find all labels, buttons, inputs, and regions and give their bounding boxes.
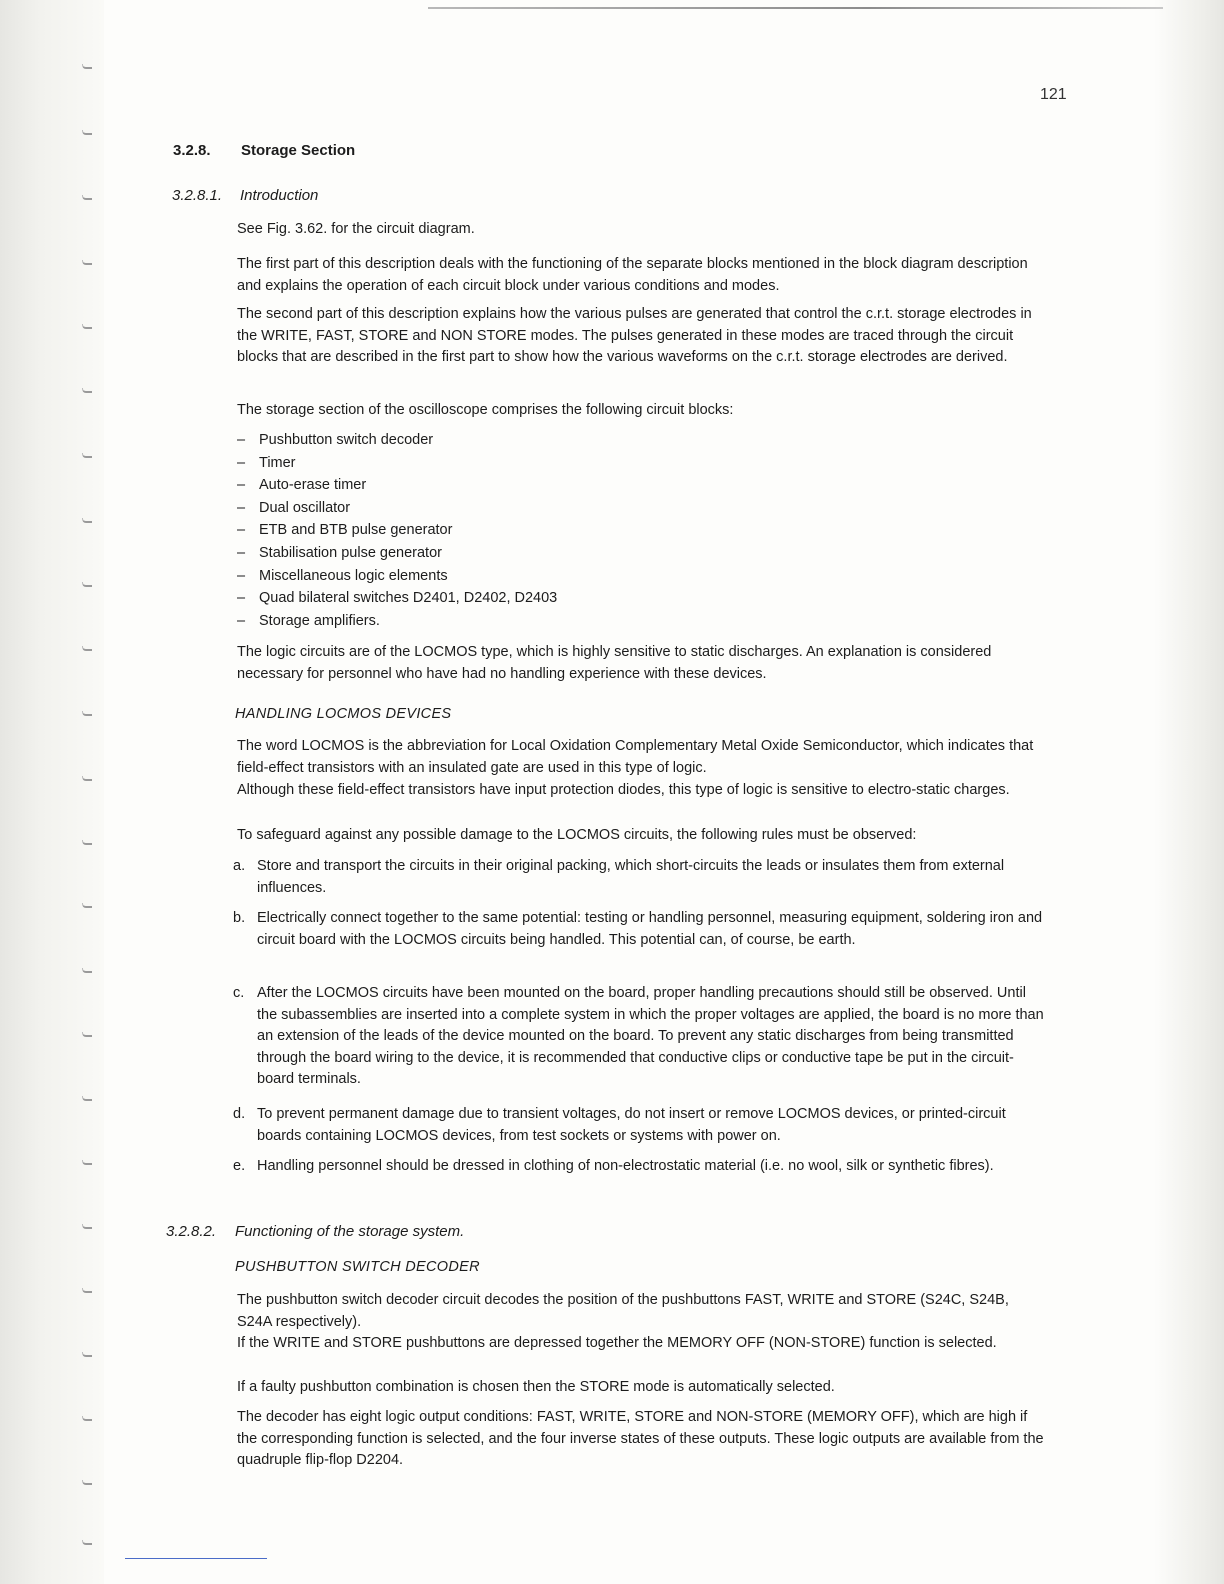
list-item [237,587,557,610]
dash-bullet: – [237,454,246,471]
dash-bullet: – [237,499,246,516]
binding-mark [82,518,92,523]
logic-paragraph: The logic circuits are of the LOCMOS type, which is highly sensitive to static discharges. An explanation is considered necessary for personnel who have had no handling experience with these devices. [237,644,992,682]
binding-mark [82,453,92,458]
scan-shadow [1154,0,1224,1584]
handling-rule [233,1104,1049,1147]
rule-text: After the LOCMOS circuits have been mounted on the board, proper handling precautions should still be observed. Until the subassemblies are inserted into a complete system in which the proper voltages are applied, the board is no more than an extension of the leads of the device mounted on the board. To prevent any static discharges from being transmitted through the board wiring to the device, it is recommended that conductive clips or conductive tape be put in the circuit-board terminals. [257,985,1044,1087]
dash-bullet: – [237,544,246,561]
binding-mark [82,260,92,265]
handling-paragraph: Although these field-effect transistors have input protection diodes, this type of logic is sensitive to electro-static charges. [237,782,1010,798]
dash-bullet: – [237,612,246,629]
list-item [237,497,557,520]
dash-bullet: – [237,590,246,607]
binding-mark [82,1160,92,1165]
circuit-blocks-list [237,429,557,632]
binding-mark [82,1352,92,1357]
handling-rule [233,908,1049,951]
list-item [237,519,557,542]
list-item-text: Pushbutton switch decoder [259,432,434,448]
subsection-number: 3.2.8.2. [166,1223,217,1240]
list-item [237,565,557,588]
binding-mark [82,840,92,845]
subsection-title: Functioning of the storage system. [235,1223,465,1240]
list-item-text: Auto-erase timer [259,477,367,494]
list-item-text: Stabilisation pulse generator [259,544,442,561]
rule-text: Electrically connect together to the same potential: testing or handling personnel, measuring equipment, soldering iron and circuit board with the LOCMOS circuits being handled. This potential can, of course, be earth. [257,910,1043,948]
binding-mark [82,776,92,781]
decoder-paragraph: The pushbutton switch decoder circuit decodes the position of the pushbuttons FAST, WRITE and STORE (S24C, S24B, S24A respectively). [237,1292,1009,1330]
handling-rule [233,1156,1049,1178]
subsection-number: 3.2.8.1. [172,187,223,204]
list-item-text: Timer [259,454,296,471]
binding-mark [82,1480,92,1485]
dash-bullet: – [237,567,246,584]
list-item [237,452,557,475]
binding-mark [82,903,92,908]
rule-letter: a. [233,858,246,874]
binding-mark [82,1096,92,1101]
rule-text: Store and transport the circuits in their original packing, which short-circuits the leads or insulates them from external influences. [257,858,1005,896]
binding-mark [82,1540,92,1545]
list-item [237,474,557,497]
binding-mark [82,1032,92,1037]
rule-text: To prevent permanent damage due to transient voltages, do not insert or remove LOCMOS devices, or printed-circuit boards containing LOCMOS devices, from test sockets or systems with power on. [257,1106,1006,1144]
list-item-text: Storage amplifiers. [259,612,380,629]
rule-letter: e. [233,1158,246,1174]
intro-paragraph: See Fig. 3.62. for the circuit diagram. [237,221,475,237]
list-item-text: ETB and BTB pulse generator [259,522,453,539]
binding-mark [82,711,92,716]
intro-paragraph: The first part of this description deals with the functioning of the separate blocks mentioned in the block diagram description and explains the operation of each circuit block under various conditions and modes. [237,256,1028,294]
list-item [237,429,557,452]
rule-letter: d. [233,1106,246,1122]
handling-paragraph: The word LOCMOS is the abbreviation for Local Oxidation Complementary Metal Oxide Semiconductor, which indicates that field-effect transistors with an insulated gate are used in this type of logic. [237,738,1034,776]
binding-mark [82,582,92,587]
intro-paragraph: The second part of this description explains how the various pulses are generated that control the c.r.t. storage electrodes in the WRITE, FAST, STORE and NON STORE modes. The pulses generated in these modes are traced through the circuit blocks that are described in the first part to show how the various waveforms on the c.r.t. storage electrodes are derived. [237,306,1032,365]
rule-letter: b. [233,910,246,926]
binding-mark [82,195,92,200]
subsection-2-heading [166,1223,465,1240]
binding-edge [0,0,104,1584]
dash-bullet: – [237,432,246,448]
binding-mark [82,324,92,329]
binding-mark [82,64,92,69]
handling-rule [233,983,1049,1091]
top-rule [428,7,1163,9]
list-item-text: Miscellaneous logic elements [259,567,448,584]
subsection-1-heading [172,187,319,204]
binding-mark [82,646,92,651]
binding-mark [82,388,92,393]
decoder-paragraph: If a faulty pushbutton combination is chosen then the STORE mode is automatically selected. [237,1379,835,1395]
list-item-text: Dual oscillator [259,499,351,516]
handling-heading: HANDLING LOCMOS DEVICES [235,706,452,722]
page-number: 121 [1040,86,1067,103]
section-heading [173,142,356,159]
section-number: 3.2.8. [173,142,211,159]
list-item [237,610,557,633]
section-title: Storage Section [241,142,356,159]
list-item-text: Quad bilateral switches D2401, D2402, D2403 [259,590,558,607]
footnote-rule [125,1558,267,1559]
binding-mark [82,130,92,135]
handling-paragraph: To safeguard against any possible damage to the LOCMOS circuits, the following rules must be observed: [237,827,917,843]
binding-mark [82,1224,92,1229]
rule-text: Handling personnel should be dressed in clothing of non-electrostatic material (i.e. no wool, silk or synthetic fibres). [257,1158,994,1174]
list-item [237,542,557,565]
binding-mark [82,1288,92,1293]
binding-mark [82,968,92,973]
rule-letter: c. [233,985,245,1001]
dash-bullet: – [237,477,246,494]
binding-mark [82,1416,92,1421]
dash-bullet: – [237,522,246,539]
decoder-paragraph: If the WRITE and STORE pushbuttons are depressed together the MEMORY OFF (NON-STORE) function is selected. [237,1335,997,1351]
subsection-title: Introduction [240,187,319,204]
decoder-paragraph: The decoder has eight logic output conditions: FAST, WRITE, STORE and NON-STORE (MEMORY OFF), which are high if the corresponding function is selected, and the four inverse states of these outputs. These logic outputs are available from the quadruple flip-flop D2204. [237,1409,1044,1468]
decoder-heading: PUSHBUTTON SWITCH DECODER [235,1259,480,1275]
handling-rule [233,856,1049,899]
intro-paragraph: The storage section of the oscilloscope comprises the following circuit blocks: [237,402,734,418]
